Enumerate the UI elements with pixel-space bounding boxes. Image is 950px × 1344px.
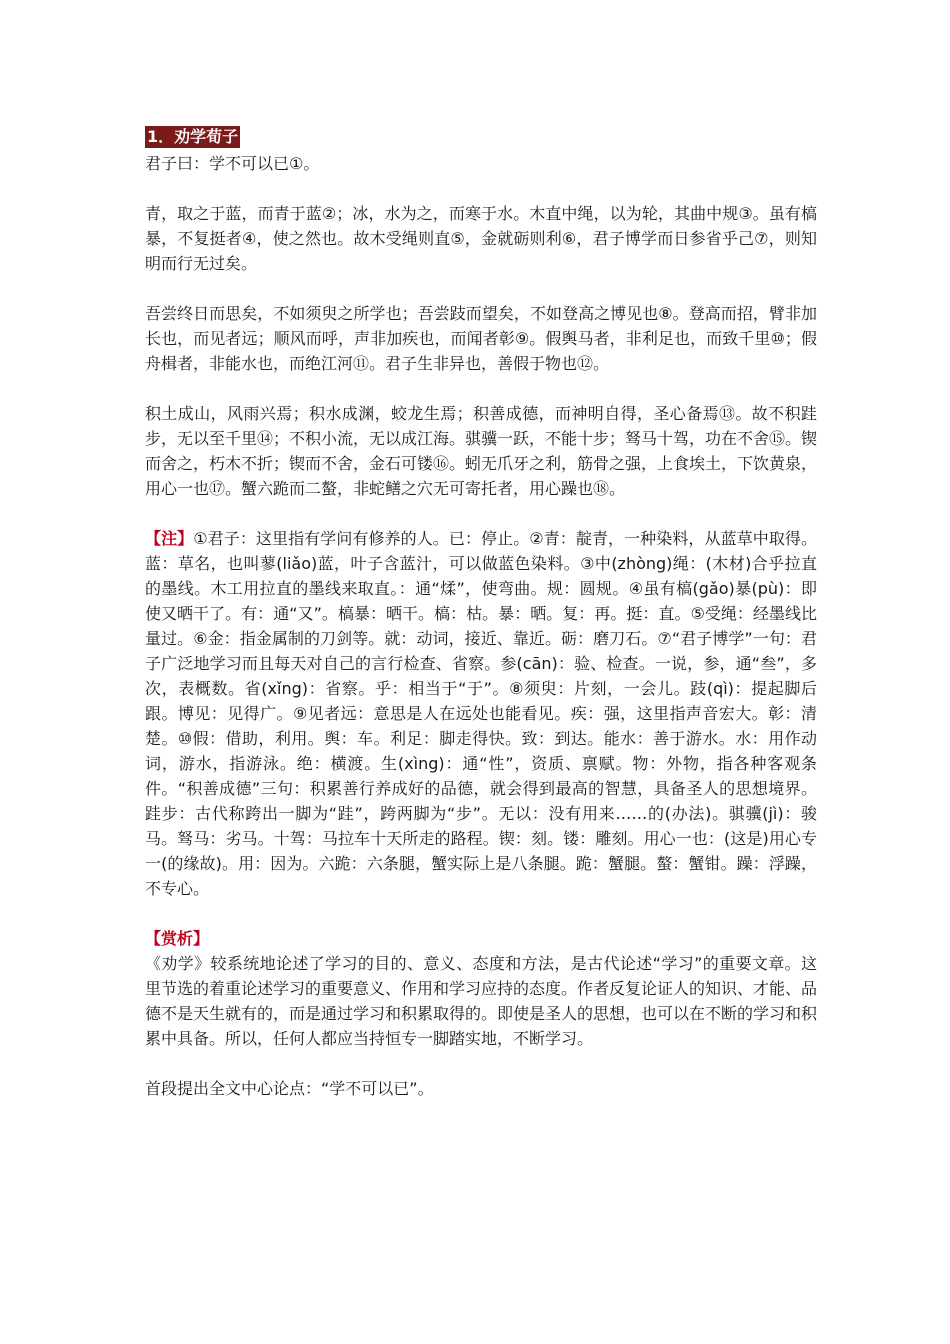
section-heading: 1．劝学荀子 bbox=[147, 127, 239, 146]
analysis-text: 《劝学》较系统地论述了学习的目的、意义、态度和方法，是古代论述“学习”的重要文章。这里节选的着重论述学习的重要意义、作用和学习应持的态度。作者反复论证人的知识、才能、品德不是天生就有的，而是通过学习和积累取得的。即使是圣人的思想，也可以在不断的学习和积累中具备。所以，任何人都应当持恒专一脚踏实地，不断学习。 bbox=[145, 954, 818, 1048]
paragraph-4: 积土成山，风雨兴焉；积水成渊，蛟龙生焉；积善成德，而神明自得，圣心备焉⑬。故不积跬步，无以至千里⑭；不积小流，无以成江海。骐骥一跃，不能十步；驽马十驾，功在不舍⑮。锲而舍之，朽木不折；锲而不舍，金石可镂⑯。蚓无爪牙之利，筋骨之强，上食埃土，下饮黄泉，用心一也⑰。蟹六跪而二螯，非蛇鳝之穴无可寄托者，用心躁也⑱。 bbox=[145, 404, 818, 498]
paragraph-last: 首段提出全文中心论点：“学不可以已”。 bbox=[145, 1079, 434, 1098]
paragraph-2: 青，取之于蓝，而青于蓝②；冰，水为之，而寒于水。木直中绳，以为轮，其曲中规③。虽有槁暴，不复挺者④，使之然也。故木受绳则直⑤，金就砺则利⑥，君子博学而日参省乎己⑦，则知明而行无过矣。 bbox=[145, 204, 817, 273]
paragraph-opening: 君子曰：学不可以已①。 bbox=[145, 154, 320, 173]
notes-paragraph bbox=[145, 526, 817, 901]
document-page bbox=[145, 124, 817, 1126]
paragraph-3: 吾尝终日而思矣，不如须臾之所学也；吾尝跂而望矣，不如登高之博见也⑧。登高而招，臂非加长也，而见者远；顺风而呼，声非加疾也，而闻者彰⑨。假舆马者，非利足也，而致千里⑩；假舟楫者，非能水也，而绝江河⑪。君子生非异也，善假于物也⑫。 bbox=[145, 304, 817, 373]
notes-text: ①君子：这里指有学问有修养的人。已：停止。②青：靛青，一种染料，从蓝草中取得。蓝：草名，也叫蓼(liǎo)蓝，叶子含蓝汁，可以做蓝色染料。③中(zhòng)绳：(木材)合乎拉直的墨线。木工用拉直的墨线来取直。：通“煣”，使弯曲。规：圆规。④虽有槁(gǎo)暴(pù)：即使又晒干了。有：通“又”。槁暴：晒干。槁：枯。暴：晒。复：再。挺：直。⑤受绳：经墨线比量过。⑥金：指金属制的刀剑等。就：动词，接近、靠近。砺：磨刀石。⑦“君子博学”一句：君子广泛地学习而且每天对自己的言行检查、省察。参(cān)：验、检查。一说，参，通“叁”，多次，表概数。省(xǐng)：省察。乎：相当于“于”。⑧须臾：片刻，一会儿。跂(qì)：提起脚后跟。博见：见得广。⑨见者远：意思是人在远处也能看见。疾：强，这里指声音宏大。彰：清楚。⑩假：借助，利用。舆：车。利足：脚走得快。致：到达。能水：善于游水。水：用作动词，游水，指游泳。绝：横渡。生(xìng)：通“性”，资质、禀赋。物：外物，指各种客观条件。“积善成德”三句：积累善行养成好的品德，就会得到最高的智慧，具备圣人的思想境界。跬步：古代称跨出一脚为“跬”，跨两脚为“步”。无以：没有用来……的(办法)。骐骥(jì)：骏马。驽马：劣马。十驾：马拉车十天所走的路程。锲：刻。镂：雕刻。用心一也：(这是)用心专一(的缘故)。用：因为。六跪：六条腿，蟹实际上是八条腿。跪：蟹腿。螯：蟹钳。躁：浮躁，不专心。 bbox=[145, 529, 817, 898]
notes-label: 【注】 bbox=[145, 529, 194, 548]
analysis-label: 【赏析】 bbox=[145, 929, 210, 948]
